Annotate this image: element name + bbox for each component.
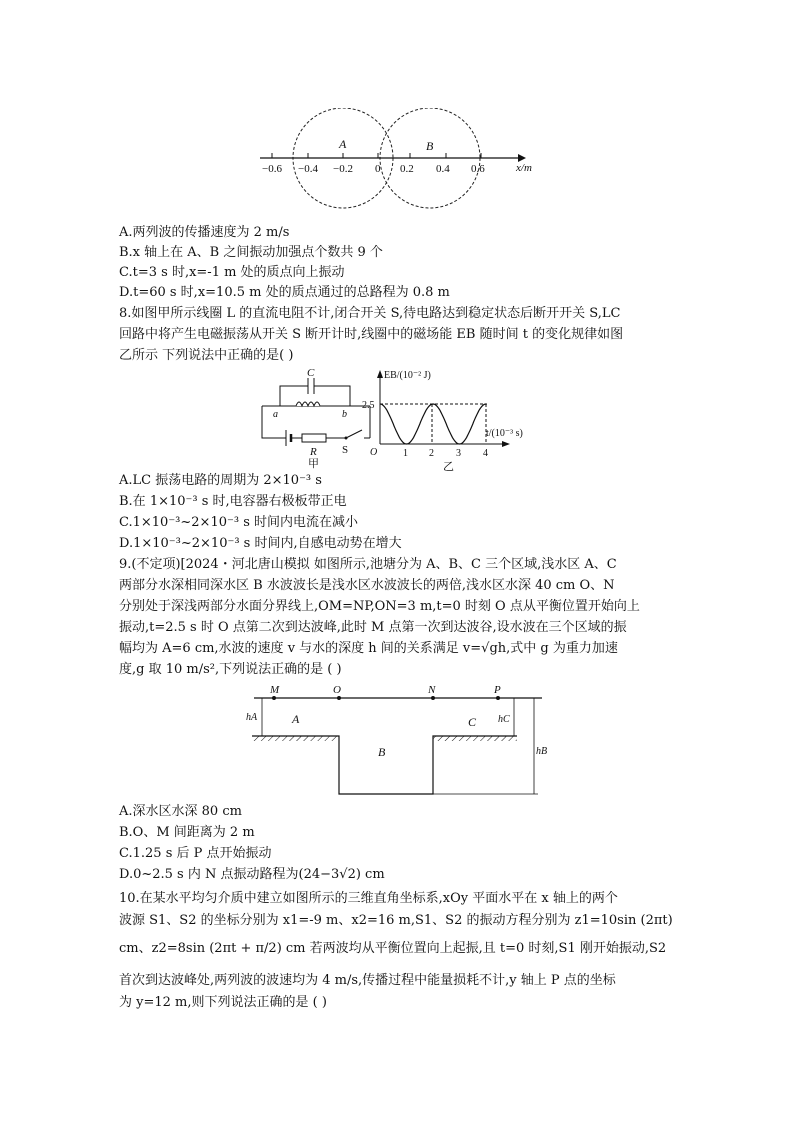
q9-stem-3: 分别处于深浅两部分水面分界线上,OM=NP,ON=3 m,t=0 时刻 O 点从平衡位置开始向上: [119, 599, 640, 614]
q9-option-a: A.深水区水深 80 cm: [119, 804, 242, 819]
q10-stem-1: 10.在某水平均匀介质中建立如图所示的三维直角坐标系,xOy 平面水平在 x 轴上的两个: [119, 891, 618, 906]
label-R: R: [310, 446, 317, 458]
caption-yi: 乙: [443, 461, 454, 473]
axis-label: x/m: [516, 162, 532, 174]
label-A: A: [339, 137, 347, 151]
x-tick-label: 0.6: [471, 163, 485, 175]
x-tick-label: −0.6: [262, 163, 282, 175]
x-tick-label: −0.4: [298, 163, 318, 175]
q7-option-d: D.t=60 s 时,x=10.5 m 处的质点通过的总路程为 0.8 m: [119, 285, 450, 300]
label-hC: hC: [498, 714, 510, 725]
q9-stem-2: 两部分水深相同深水区 B 水波波长是浅水区水波波长的两倍,浅水区水深 40 cm O、N: [119, 578, 615, 593]
y-max-label: 2.5: [362, 400, 375, 411]
label-a: a: [273, 409, 278, 420]
lc-circuit-figure: [258, 366, 548, 476]
region-C: C: [468, 715, 477, 729]
x-tick-1: 1: [403, 448, 408, 459]
x-axis-label: t/(10⁻³ s): [486, 428, 523, 439]
q9-option-d: D.0~2.5 s 内 N 点振动路程为(24−3√2) cm: [119, 867, 385, 882]
label-M: M: [270, 684, 280, 696]
label-C: C: [307, 367, 315, 379]
q7-option-b: B.x 轴上在 A、B 之间振动加强点个数共 9 个: [119, 245, 383, 260]
resistor: [302, 434, 326, 442]
q8-stem-3: 乙所示 下列说法中正确的是( ): [119, 348, 294, 363]
x-tick-4: 4: [483, 448, 488, 459]
x-tick-label: −0.2: [333, 163, 353, 175]
label-B: B: [426, 139, 434, 153]
q9-stem-4: 振动,t=2.5 s 时 O 点第二次到达波峰,此时 M 点第一次到达波谷,设水波在三个区域的振: [119, 620, 627, 635]
label-hB: hB: [536, 746, 548, 757]
region-B: B: [378, 745, 386, 759]
q9-stem-1: 9.(不定项)[2024・河北唐山模拟 如图所示,池塘分为 A、B、C 三个区域,浅水区 A、C: [119, 557, 617, 572]
inductor-coil: [296, 402, 320, 406]
q8-option-c: C.1×10⁻³~2×10⁻³ s 时间内电流在减小: [119, 515, 359, 530]
label-S: S: [342, 444, 349, 456]
x-tick-label: 0.4: [436, 163, 450, 175]
q8-option-b: B.在 1×10⁻³ s 时,电容器右极板带正电: [119, 494, 347, 509]
x-tick-label: 0.2: [400, 163, 414, 175]
label-O: O: [333, 684, 341, 696]
eb-curve: [380, 404, 486, 444]
q8-option-d: D.1×10⁻³~2×10⁻³ s 时间内,自感电动势在增大: [119, 536, 402, 551]
circuit-diagram: [262, 378, 370, 438]
x-tick-label: 0: [375, 163, 381, 175]
q8-option-a: A.LC 振荡电路的周期为 2×10⁻³ s: [119, 473, 322, 488]
region-A: A: [292, 712, 300, 726]
y-axis-label: EB/(10⁻² J): [384, 370, 431, 381]
x-axis-arrow: [518, 154, 526, 162]
q9-option-b: B.O、M 间距离为 2 m: [119, 825, 255, 840]
q7-option-c: C.t=3 s 时,x=-1 m 处的质点向上振动: [119, 265, 345, 280]
q10-stem-2: 波源 S1、S2 的坐标分别为 x1=-9 m、x2=16 m,S1、S2 的振动方程分别为 z1=10sin (2πt): [119, 913, 673, 928]
q10-stem-3: cm、z2=8sin (2πt + π/2) cm 若两波均从平衡位置向上起振,且 t=0 时刻,S1 刚开始振动,S2: [119, 941, 667, 956]
q8-stem-2: 回路中将产生电磁振荡从开关 S 断开计时,线圈中的磁场能 EB 随时间 t 的变化规律如图: [119, 327, 624, 342]
q9-stem-5: 幅均为 A=6 cm,水波的速度 v 与水的深度 h 间的关系满足 v=√gh,式中 g 为重力加速: [119, 641, 618, 656]
switch-blade: [346, 430, 362, 438]
pond-figure: [242, 682, 552, 800]
x-tick-2: 2: [429, 448, 434, 459]
q9-stem-6: 度,g 取 10 m/s²,下列说法正确的是 ( ): [119, 662, 342, 677]
origin-label: O: [370, 447, 378, 458]
q10-stem-4: 首次到达波峰处,两列波的波速均为 4 m/s,传播过程中能量损耗不计,y 轴上 P 点的坐标: [119, 973, 616, 988]
label-N: N: [428, 684, 436, 696]
caption-jia: 甲: [308, 458, 319, 470]
wave-sources-figure: [250, 108, 550, 218]
x-tick-3: 3: [456, 448, 461, 459]
label-P: P: [494, 684, 501, 696]
q10-stem-5: 为 y=12 m,则下列说法正确的是 ( ): [119, 995, 327, 1010]
label-hA: hA: [246, 712, 258, 723]
q7-option-a: A.两列波的传播速度为 2 m/s: [119, 225, 290, 240]
q9-option-c: C.1.25 s 后 P 点开始振动: [119, 846, 272, 861]
label-b: b: [342, 409, 347, 420]
q8-stem-1: 8.如图甲所示线圈 L 的直流电阻不计,闭合开关 S,待电路达到稳定状态后断开开关 S,LC: [119, 306, 621, 321]
